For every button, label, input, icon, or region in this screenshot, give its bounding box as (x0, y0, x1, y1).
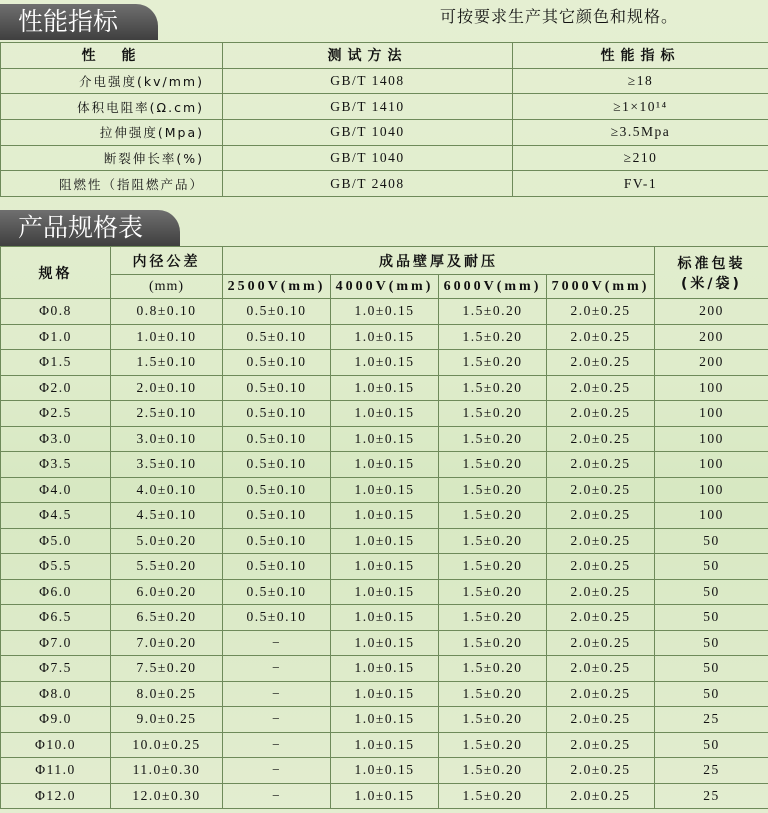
spec-row (1, 783, 768, 809)
wall-7000v-cell: 2.0±0.25 (547, 350, 655, 376)
wall-7000v-cell: 2.0±0.25 (547, 579, 655, 605)
wall-2500v-cell: − (223, 707, 331, 733)
wall-6000v-cell: 1.5±0.20 (439, 732, 547, 758)
packaging-cell: 50 (655, 656, 768, 682)
wall-2500v-cell: − (223, 758, 331, 784)
packaging-cell: 100 (655, 426, 768, 452)
spec-cell: Φ6.5 (1, 605, 111, 631)
spec-cell: Φ12.0 (1, 783, 111, 809)
header-property: 性 能 (1, 43, 223, 69)
wall-6000v-cell: 1.5±0.20 (439, 477, 547, 503)
spec-cell: Φ1.5 (1, 350, 111, 376)
wall-2500v-cell: 0.5±0.10 (223, 528, 331, 554)
wall-6000v-cell: 1.5±0.20 (439, 528, 547, 554)
spec-value-cell: ≥1×10¹⁴ (513, 94, 768, 120)
packaging-cell: 25 (655, 758, 768, 784)
packaging-cell: 100 (655, 375, 768, 401)
wall-2500v-cell: − (223, 656, 331, 682)
spec-row (1, 477, 768, 503)
wall-7000v-cell: 2.0±0.25 (547, 375, 655, 401)
inner-diameter-cell: 3.5±0.10 (111, 452, 223, 478)
wall-2500v-cell: − (223, 732, 331, 758)
wall-4000v-cell: 1.0±0.15 (331, 656, 439, 682)
performance-header-row (1, 43, 768, 69)
wall-2500v-cell: − (223, 783, 331, 809)
packaging-cell: 200 (655, 324, 768, 350)
spec-cell: Φ7.5 (1, 656, 111, 682)
wall-7000v-cell: 2.0±0.25 (547, 554, 655, 580)
performance-section-title: 性能指标 (0, 4, 158, 40)
spec-row (1, 503, 768, 529)
spec-cell: Φ8.0 (1, 681, 111, 707)
spec-row (1, 426, 768, 452)
header-packaging (655, 247, 768, 299)
wall-2500v-cell: 0.5±0.10 (223, 375, 331, 401)
spec-cell: Φ10.0 (1, 732, 111, 758)
spec-cell: Φ0.8 (1, 299, 111, 325)
inner-diameter-cell: 6.0±0.20 (111, 579, 223, 605)
wall-4000v-cell: 1.0±0.15 (331, 299, 439, 325)
spec-row (1, 579, 768, 605)
wall-7000v-cell: 2.0±0.25 (547, 605, 655, 631)
spec-cell: Φ1.0 (1, 324, 111, 350)
header-spec-value: 性能指标 (513, 43, 768, 69)
inner-diameter-cell: 1.0±0.10 (111, 324, 223, 350)
wall-2500v-cell: 0.5±0.10 (223, 350, 331, 376)
spec-header-row-1 (1, 247, 768, 275)
wall-6000v-cell: 1.5±0.20 (439, 656, 547, 682)
spec-cell: Φ7.0 (1, 630, 111, 656)
spec-row (1, 656, 768, 682)
wall-4000v-cell: 1.0±0.15 (331, 554, 439, 580)
inner-diameter-cell: 8.0±0.25 (111, 681, 223, 707)
spec-row (1, 401, 768, 427)
spec-row (1, 324, 768, 350)
wall-7000v-cell: 2.0±0.25 (547, 758, 655, 784)
wall-7000v-cell: 2.0±0.25 (547, 503, 655, 529)
spec-row (1, 732, 768, 758)
wall-2500v-cell: − (223, 630, 331, 656)
wall-7000v-cell: 2.0±0.25 (547, 783, 655, 809)
header-packaging-unit: (米/袋) (681, 275, 742, 292)
wall-2500v-cell: 0.5±0.10 (223, 401, 331, 427)
wall-4000v-cell: 1.0±0.15 (331, 324, 439, 350)
packaging-cell: 25 (655, 707, 768, 733)
spec-row (1, 758, 768, 784)
performance-table (0, 42, 768, 197)
spec-value-cell: ≥3.5Mpa (513, 120, 768, 146)
spec-value-cell: FV-1 (513, 171, 768, 197)
wall-6000v-cell: 1.5±0.20 (439, 783, 547, 809)
spec-cell: Φ5.0 (1, 528, 111, 554)
header-spec: 规格 (1, 247, 111, 299)
inner-diameter-cell: 12.0±0.30 (111, 783, 223, 809)
wall-7000v-cell: 2.0±0.25 (547, 528, 655, 554)
packaging-cell: 50 (655, 630, 768, 656)
wall-2500v-cell: 0.5±0.10 (223, 477, 331, 503)
wall-4000v-cell: 1.0±0.15 (331, 375, 439, 401)
wall-6000v-cell: 1.5±0.20 (439, 452, 547, 478)
spec-row (1, 681, 768, 707)
spec-value-cell: ≥18 (513, 68, 768, 94)
wall-6000v-cell: 1.5±0.20 (439, 605, 547, 631)
inner-diameter-cell: 9.0±0.25 (111, 707, 223, 733)
packaging-cell: 50 (655, 681, 768, 707)
wall-4000v-cell: 1.0±0.15 (331, 630, 439, 656)
spec-row (1, 554, 768, 580)
spec-cell: Φ11.0 (1, 758, 111, 784)
property-cell: 拉伸强度(Mpa) (1, 120, 223, 146)
wall-4000v-cell: 1.0±0.15 (331, 758, 439, 784)
header-voltage-6000: 6000V(mm) (439, 275, 547, 299)
wall-2500v-cell: 0.5±0.10 (223, 426, 331, 452)
wall-4000v-cell: 1.0±0.15 (331, 401, 439, 427)
wall-7000v-cell: 2.0±0.25 (547, 630, 655, 656)
wall-4000v-cell: 1.0±0.15 (331, 783, 439, 809)
packaging-cell: 200 (655, 350, 768, 376)
wall-2500v-cell: 0.5±0.10 (223, 605, 331, 631)
spec-row (1, 350, 768, 376)
wall-7000v-cell: 2.0±0.25 (547, 426, 655, 452)
wall-4000v-cell: 1.0±0.15 (331, 707, 439, 733)
inner-diameter-cell: 11.0±0.30 (111, 758, 223, 784)
spec-row (1, 605, 768, 631)
test-method-cell: GB/T 1040 (223, 145, 513, 171)
header-voltage-4000: 4000V(mm) (331, 275, 439, 299)
test-method-cell: GB/T 1410 (223, 94, 513, 120)
wall-7000v-cell: 2.0±0.25 (547, 299, 655, 325)
wall-7000v-cell: 2.0±0.25 (547, 656, 655, 682)
spec-cell: Φ4.0 (1, 477, 111, 503)
wall-4000v-cell: 1.0±0.15 (331, 350, 439, 376)
test-method-cell: GB/T 1408 (223, 68, 513, 94)
wall-4000v-cell: 1.0±0.15 (331, 477, 439, 503)
performance-row (1, 68, 768, 94)
performance-row (1, 171, 768, 197)
inner-diameter-cell: 2.0±0.10 (111, 375, 223, 401)
header-wall-thickness: 成品壁厚及耐压 (223, 247, 655, 275)
wall-6000v-cell: 1.5±0.20 (439, 401, 547, 427)
property-cell: 体积电阻率(Ω.cm) (1, 94, 223, 120)
packaging-cell: 50 (655, 528, 768, 554)
inner-diameter-cell: 0.8±0.10 (111, 299, 223, 325)
wall-6000v-cell: 1.5±0.20 (439, 299, 547, 325)
wall-7000v-cell: 2.0±0.25 (547, 324, 655, 350)
wall-6000v-cell: 1.5±0.20 (439, 375, 547, 401)
wall-7000v-cell: 2.0±0.25 (547, 452, 655, 478)
inner-diameter-cell: 7.0±0.20 (111, 630, 223, 656)
wall-2500v-cell: 0.5±0.10 (223, 324, 331, 350)
spec-table (0, 246, 768, 809)
inner-diameter-cell: 5.0±0.20 (111, 528, 223, 554)
inner-diameter-cell: 4.0±0.10 (111, 477, 223, 503)
wall-7000v-cell: 2.0±0.25 (547, 401, 655, 427)
spec-cell: Φ2.0 (1, 375, 111, 401)
performance-row (1, 120, 768, 146)
spec-cell: Φ4.5 (1, 503, 111, 529)
inner-diameter-cell: 4.5±0.10 (111, 503, 223, 529)
wall-4000v-cell: 1.0±0.15 (331, 426, 439, 452)
inner-diameter-cell: 1.5±0.10 (111, 350, 223, 376)
header-inner-unit: (mm) (111, 275, 223, 299)
wall-4000v-cell: 1.0±0.15 (331, 605, 439, 631)
header-voltage-7000: 7000V(mm) (547, 275, 655, 299)
property-cell: 断裂伸长率(%) (1, 145, 223, 171)
test-method-cell: GB/T 2408 (223, 171, 513, 197)
performance-row (1, 94, 768, 120)
wall-7000v-cell: 2.0±0.25 (547, 707, 655, 733)
header-inner-diameter: 内径公差 (111, 247, 223, 275)
wall-7000v-cell: 2.0±0.25 (547, 732, 655, 758)
test-method-cell: GB/T 1040 (223, 120, 513, 146)
wall-4000v-cell: 1.0±0.15 (331, 579, 439, 605)
wall-2500v-cell: 0.5±0.10 (223, 299, 331, 325)
packaging-cell: 25 (655, 783, 768, 809)
header-packaging-label: 标准包装 (677, 255, 746, 272)
spec-row (1, 452, 768, 478)
packaging-cell: 100 (655, 401, 768, 427)
inner-diameter-cell: 10.0±0.25 (111, 732, 223, 758)
spec-cell: Φ5.5 (1, 554, 111, 580)
header-test-method: 测试方法 (223, 43, 513, 69)
packaging-cell: 50 (655, 554, 768, 580)
performance-row (1, 145, 768, 171)
spec-row (1, 528, 768, 554)
header-voltage-2500: 2500V(mm) (223, 275, 331, 299)
wall-2500v-cell: 0.5±0.10 (223, 452, 331, 478)
wall-2500v-cell: 0.5±0.10 (223, 554, 331, 580)
spec-cell: Φ2.5 (1, 401, 111, 427)
property-cell: 阻燃性（指阻燃产品） (1, 171, 223, 197)
spec-row (1, 375, 768, 401)
wall-6000v-cell: 1.5±0.20 (439, 579, 547, 605)
spec-section-title: 产品规格表 (0, 210, 180, 246)
spec-value-cell: ≥210 (513, 145, 768, 171)
wall-6000v-cell: 1.5±0.20 (439, 324, 547, 350)
spec-cell: Φ9.0 (1, 707, 111, 733)
wall-6000v-cell: 1.5±0.20 (439, 503, 547, 529)
packaging-cell: 100 (655, 477, 768, 503)
wall-2500v-cell: 0.5±0.10 (223, 503, 331, 529)
inner-diameter-cell: 5.5±0.20 (111, 554, 223, 580)
inner-diameter-cell: 2.5±0.10 (111, 401, 223, 427)
packaging-cell: 100 (655, 452, 768, 478)
spec-cell: Φ6.0 (1, 579, 111, 605)
spec-header-row-2 (1, 275, 768, 299)
wall-2500v-cell: − (223, 681, 331, 707)
wall-7000v-cell: 2.0±0.25 (547, 477, 655, 503)
packaging-cell: 200 (655, 299, 768, 325)
wall-4000v-cell: 1.0±0.15 (331, 528, 439, 554)
inner-diameter-cell: 6.5±0.20 (111, 605, 223, 631)
spec-row (1, 299, 768, 325)
wall-6000v-cell: 1.5±0.20 (439, 758, 547, 784)
packaging-cell: 50 (655, 732, 768, 758)
wall-4000v-cell: 1.0±0.15 (331, 681, 439, 707)
wall-7000v-cell: 2.0±0.25 (547, 681, 655, 707)
packaging-cell: 100 (655, 503, 768, 529)
wall-6000v-cell: 1.5±0.20 (439, 630, 547, 656)
wall-6000v-cell: 1.5±0.20 (439, 426, 547, 452)
packaging-cell: 50 (655, 605, 768, 631)
wall-6000v-cell: 1.5±0.20 (439, 707, 547, 733)
wall-6000v-cell: 1.5±0.20 (439, 350, 547, 376)
wall-4000v-cell: 1.0±0.15 (331, 503, 439, 529)
spec-cell: Φ3.0 (1, 426, 111, 452)
wall-6000v-cell: 1.5±0.20 (439, 681, 547, 707)
packaging-cell: 50 (655, 579, 768, 605)
wall-6000v-cell: 1.5±0.20 (439, 554, 547, 580)
inner-diameter-cell: 7.5±0.20 (111, 656, 223, 682)
property-cell: 介电强度(kv/mm) (1, 68, 223, 94)
wall-4000v-cell: 1.0±0.15 (331, 732, 439, 758)
spec-row (1, 630, 768, 656)
custom-order-note: 可按要求生产其它颜色和规格。 (440, 7, 679, 26)
wall-2500v-cell: 0.5±0.10 (223, 579, 331, 605)
wall-4000v-cell: 1.0±0.15 (331, 452, 439, 478)
inner-diameter-cell: 3.0±0.10 (111, 426, 223, 452)
spec-row (1, 707, 768, 733)
spec-cell: Φ3.5 (1, 452, 111, 478)
